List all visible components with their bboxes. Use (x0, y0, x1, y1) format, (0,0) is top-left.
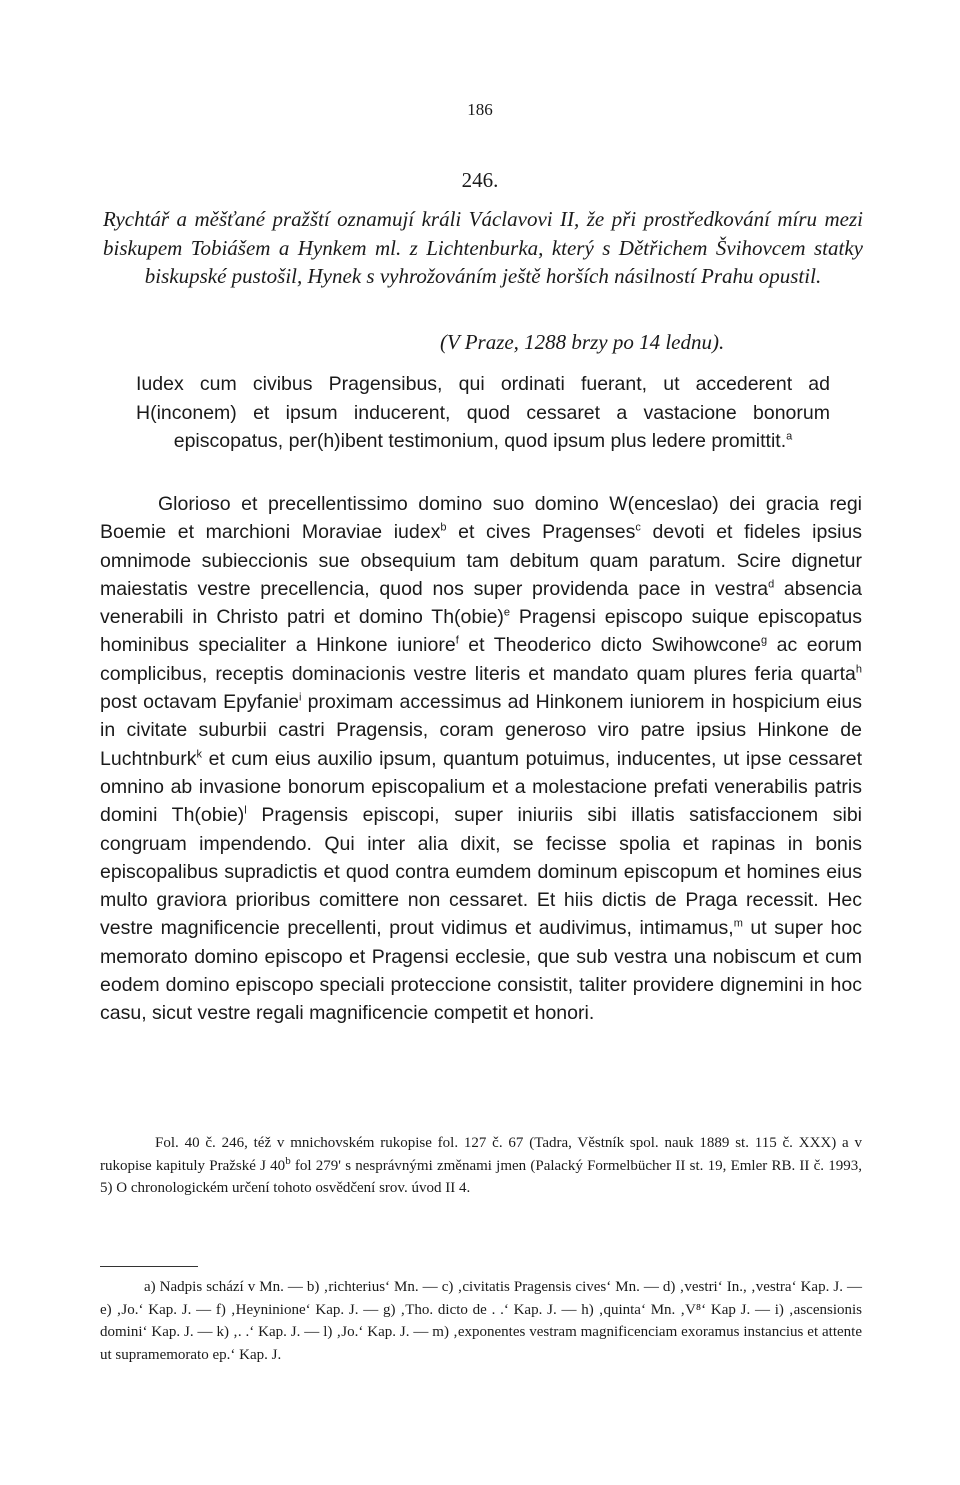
footnote-mark: b (440, 521, 447, 534)
source-note-text: Fol. 40 č. 246, též v mnichovském rukopise fol. 127 č. 67 (Tadra, Věstník spol. nauk 1889 st. 115 č. XXX) a v rukopise kapituly Pražské J 40 (100, 1135, 862, 1174)
body-segment: Pragensis episcopi, super iniuriis sibi illatis satisfaccionem sibi congruam impendendo. Qui inter alia dixit, se fecisse spolia et rapinas in bonis episcopalibus supradictis et quod contra eumdem dominum episcopum et homines eius multo graviora prioribus comittere non cessaret. Et hiis dictis de Praga recessit. Hec vestre magnificencie precellenti, prout vidimus et audivimus, intimamus, (100, 804, 862, 940)
body-segment: ut super hoc memorato domino episcopo et Pragensi ecclesie, que sub vestra una nobiscum et cum eodem domino episcopo speciali proteccione consistit, taliter providere dignemini in hoc casu, sicut vestre regali magnificencie competit et honori. (100, 917, 862, 1025)
body-segment: et Theoderico dicto Swihowcone (458, 634, 761, 657)
page-number: 186 (467, 100, 493, 119)
letter-body (100, 490, 862, 1028)
body-segment: post octavam Epyfanie (100, 691, 299, 714)
body-segment: devoti et fideles ipsius omnimode subieccionis sue obsequium tam debitum quam paratum. Scire dignetur maiestatis vestre precellencia, quod nos super providenda pace in vestra (100, 521, 862, 600)
footnote-mark: k (196, 748, 202, 761)
document-number: 246. (461, 168, 499, 192)
body-segment: ac eorum complicibus, receptis dominacionis vestre literis et mandato quam plures feria quarta (100, 634, 862, 685)
body-segment: absencia venerabili in Christo patri et domino Th(obie) (100, 577, 862, 629)
latin-summary (136, 370, 830, 456)
body-segment: et cives Pragenses (446, 521, 636, 544)
body-segment: Pragensi episcopo suique episcopatus hominibus specialiter a Hinkone iuniore (100, 606, 862, 657)
source-note-text: fol 279' s nesprávnými změnami jmen (Palacký Formelbücher II st. 19, Emler RB. II č. 1993, 5) O chronologickém určení tohoto osvědčení srov. úvod II 4. (100, 1157, 863, 1196)
footnote-mark: d (768, 578, 775, 591)
date-line: (V Praze, 1288 brzy po 14 lednu). (440, 330, 725, 354)
source-note (100, 1132, 862, 1200)
body-segment: et cum eius auxilio ipsum, quantum potuimus, inducentes, ut ipse cessaret omnino ab invasione bonorum episcopalium et a molestacione prefati venerabilis patris domini Th(obie) (100, 747, 862, 827)
footnote-mark: g (760, 634, 768, 647)
footnote-mark: a (786, 430, 793, 443)
footnote-divider (100, 1266, 198, 1267)
footnote-mark: c (635, 521, 641, 534)
footnote-mark: b (285, 1154, 291, 1167)
body-segment: proximam accessimus ad Hinkonem iuniorem in hospicium eius in civitate suburbii castri Pragensis, coram generoso viro patre ipsius Hinkone de Luchtnburk (100, 691, 862, 770)
body-segment: Glorioso et precellentissimo domino suo domino W(enceslao) dei gracia regi Boemie et marchioni Moraviae iudex (100, 493, 862, 544)
footnote-mark: i (298, 691, 302, 704)
footnote-mark: l (244, 804, 247, 817)
footnote-mark: m (733, 917, 743, 930)
footnote-mark: f (455, 634, 459, 647)
footnotes: a) Nadpis schází v Mn. — b) ‚richterius‘ Mn. — c) ‚civitatis Pragensis cives‘ Mn. — d) ‚vestri‘ In., ‚vestra‘ Kap. J. — e) ‚Jo.‘ Kap. J. — f) ‚Heyninione‘ Kap. J. — g) ‚Tho. dicto de . .‘ Kap. J. — h) ‚quinta‘ Mn. ‚V⁸‘ Kap J. — i) ‚ascensionis domini‘ Kap. J. — k) ‚. .‘ Kap. J. — l) ‚Jo.‘ Kap. J. — m) ‚exponentes vestram magnificenciam exoramus instancius et attente ut supramemorato ep.‘ Kap. J. (100, 1279, 862, 1363)
document-heading: Rychtář a měšťané pražští oznamují králi Václavovi II, že při prostředkování míru mezi biskupem Tobiášem a Hynkem ml. z Lichtenburka, který s Dětřichem Švihovcem statky biskupské pustošil, Hynek s vyhrožováním ještě horších násilností Prahu opustil. (103, 207, 863, 288)
footnote-mark: h (855, 663, 862, 676)
footnote-mark: e (503, 606, 511, 619)
summary-text: Iudex cum civibus Pragensibus, qui ordinati fuerant, ut accederent ad H(inconem) et ipsum inducerent, quod cessaret a vastacione bonorum episcopatus, per(h)ibent testimonium, quod ipsum plus ledere promittit. (136, 373, 830, 452)
